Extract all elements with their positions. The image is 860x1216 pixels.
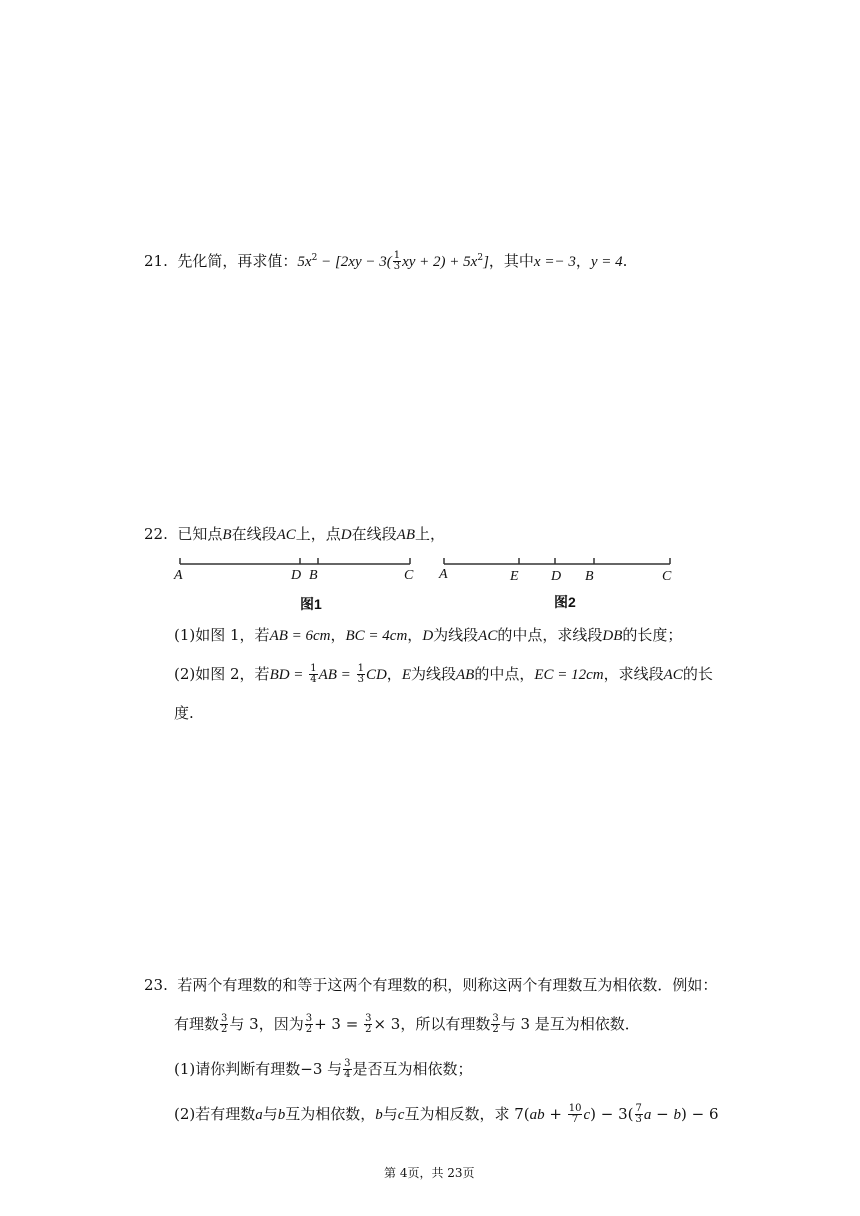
fig2-label-a: A [439, 567, 448, 582]
q22-p2-bd: BD = [269, 667, 304, 683]
fraction-numerator: 3 [221, 1012, 228, 1024]
q23-var-a: a [255, 1107, 263, 1123]
q23-text: 有理数 [174, 1015, 220, 1033]
q22-p2-text: 的中点， [474, 665, 535, 683]
q23-p2-text: 互为相依数， [285, 1105, 376, 1123]
fig2-label-c: C [662, 569, 672, 584]
figure-2-caption: 图2 [554, 594, 576, 610]
q22-stem [144, 524, 445, 545]
q23-op: − [651, 1105, 674, 1123]
q23-text: 与 3 是互为相依数． [500, 1015, 640, 1033]
q22-p1-bc: BC = 4cm [345, 628, 408, 644]
fraction-numerator: 1 [357, 662, 364, 674]
fig1-label-c: C [404, 568, 414, 583]
q23-p1-fraction [343, 1059, 351, 1080]
q22-p1-point: D [422, 628, 434, 644]
q22-p1-text: ， [330, 626, 346, 644]
fraction-numerator: 10 [568, 1102, 582, 1114]
fig1-label-a: A [174, 568, 183, 583]
q23-var-b: b [673, 1107, 681, 1123]
q21-lead: 先化简，再求值： [177, 252, 298, 270]
q22-p1-text: 的中点，求线段 [497, 626, 603, 644]
q23-p2-fraction-1 [568, 1104, 583, 1125]
q22-p2-ec: EC = 12cm [534, 667, 604, 683]
q22-segment-ac: AC [276, 527, 296, 543]
q22-p1-segment: AC [478, 628, 498, 644]
q22-p1-text: 的长度； [622, 626, 683, 644]
q23-op: ) − 3( [590, 1105, 634, 1123]
q21-expr-4: ] [483, 254, 489, 270]
q21-x-value: x =− 3 [533, 254, 576, 270]
fraction-denominator: 2 [305, 1023, 313, 1035]
q22-point-b: B [222, 527, 232, 543]
q23-p2-text: (2)若有理数 [174, 1105, 256, 1123]
fraction-numerator: 3 [305, 1012, 313, 1024]
q22-p2-cd: CD [365, 667, 387, 683]
q22-p2-text: (2)如图 2，若 [174, 665, 270, 683]
q22-segment-ab: AB [396, 527, 415, 543]
fig2-label-d: D [551, 569, 562, 584]
fraction-numerator: 3 [492, 1012, 499, 1024]
q22-p2-ab: AB = [318, 667, 351, 683]
page-footer [384, 1164, 475, 1181]
q21-fraction [393, 251, 401, 272]
q23-p2-text: 与 [382, 1105, 398, 1123]
question-number: 21. [144, 252, 168, 270]
q21-sup-1: 2 [311, 253, 318, 263]
q21-expr-3: xy + 2) + 5x [402, 254, 478, 270]
fraction-denominator: 2 [221, 1023, 228, 1035]
q22-stem-text: 在线段 [351, 525, 397, 543]
q22-p2-text: 度. [174, 704, 194, 722]
q23-definition: 若两个有理数的和等于这两个有理数的积，则称这两个有理数互为相依数．例如： [177, 976, 718, 994]
q23-op: ) − 6 [681, 1105, 719, 1123]
q22-stem-text: 上， [414, 525, 445, 543]
q22-p1-ab: AB = 6cm [269, 628, 331, 644]
q21-sep: ， [575, 252, 591, 270]
q23-p2-text: 与 [262, 1105, 278, 1123]
q22-part-2-cont [174, 703, 194, 723]
fig2-label-e: E [510, 569, 519, 584]
q22-p1-text: ， [407, 626, 423, 644]
q23-text: + 3 = [314, 1015, 359, 1033]
q23-part-1 [174, 1059, 473, 1081]
q22-stem-text: 已知点 [177, 525, 223, 543]
q23-p1-text: 是否互为相依数； [352, 1060, 473, 1078]
q23-part-2 [174, 1104, 719, 1126]
q21-y-value: y = 4 [590, 254, 623, 270]
q23-fraction [364, 1014, 372, 1035]
q21-expr-2: − [2xy − 3( [317, 254, 392, 270]
q22-p2-segment: AC [663, 667, 683, 683]
q23-p2-fraction-2 [635, 1104, 643, 1125]
q22-p1-text: 为线段 [433, 626, 479, 644]
question-number: 22. [144, 525, 168, 543]
q23-expr: ab [529, 1107, 545, 1123]
fig2-label-b: B [585, 569, 594, 584]
q23-fraction [220, 1014, 228, 1035]
fraction-denominator: 7 [571, 1113, 579, 1125]
q22-p2-text: ，求线段 [603, 665, 664, 683]
page-number: 第 4页，共 23页 [384, 1166, 475, 1180]
figure-2 [434, 552, 684, 614]
q22-p2-segment: AB [456, 667, 475, 683]
q22-p2-text: ， [386, 665, 402, 683]
q22-stem-text: 在线段 [231, 525, 277, 543]
fraction-numerator: 3 [344, 1057, 351, 1069]
q21-end: . [622, 252, 628, 270]
fraction-denominator: 4 [310, 673, 317, 685]
figure-1-caption: 图1 [300, 596, 322, 612]
q23-text: × 3，所以有理数 [373, 1015, 491, 1033]
q23-p1-text: (1)请你判断有理数−3 与 [174, 1060, 343, 1078]
q22-p2-text: 为线段 [410, 665, 456, 683]
fraction-numerator: 7 [635, 1102, 642, 1114]
q22-part-1 [174, 625, 682, 646]
q23-var-a: a [643, 1107, 652, 1123]
fraction-denominator: 3 [393, 260, 401, 272]
fraction-denominator: 4 [344, 1068, 351, 1080]
fraction-denominator: 2 [365, 1023, 372, 1035]
q22-stem-text: 上，点 [295, 525, 341, 543]
q22-p2-fraction-2 [357, 664, 365, 685]
q21-line [144, 248, 627, 273]
q22-p2-point: E [401, 667, 411, 683]
fig1-label-b: B [309, 568, 318, 583]
q22-p1-text: (1)如图 1，若 [174, 626, 270, 644]
fraction-denominator: 3 [357, 673, 364, 685]
q23-line-1 [144, 975, 717, 995]
q23-p2-text: 互为相反数，求 7( [404, 1105, 530, 1123]
fraction-numerator: 1 [310, 662, 317, 674]
fraction-numerator: 1 [393, 249, 401, 261]
q22-p2-fraction-1 [309, 664, 317, 685]
q23-text: 与 3，因为 [229, 1015, 304, 1033]
q22-p2-text: 的长 [682, 665, 713, 683]
question-number: 23. [144, 976, 168, 994]
fraction-denominator: 2 [492, 1023, 499, 1035]
q21-sup-2: 2 [477, 253, 484, 263]
q21-text-5: ，其中 [488, 252, 534, 270]
q23-var-b: b [277, 1107, 286, 1123]
fraction-numerator: 3 [365, 1012, 372, 1024]
q23-fraction [491, 1014, 499, 1035]
q23-var-c: c [397, 1107, 405, 1123]
q22-p1-segment: DB [602, 628, 623, 644]
q23-fraction [305, 1014, 313, 1035]
fig1-label-d: D [291, 568, 302, 583]
q23-var-b: b [375, 1107, 383, 1123]
q22-point-d: D [340, 527, 352, 543]
q21-expr-1: 5x [297, 254, 312, 270]
fraction-denominator: 3 [635, 1113, 642, 1125]
q23-op: + [544, 1105, 567, 1123]
q23-var-c: c [583, 1107, 591, 1123]
q23-line-2 [174, 1014, 640, 1036]
figure-1 [170, 552, 420, 614]
q22-part-2 [174, 664, 713, 686]
